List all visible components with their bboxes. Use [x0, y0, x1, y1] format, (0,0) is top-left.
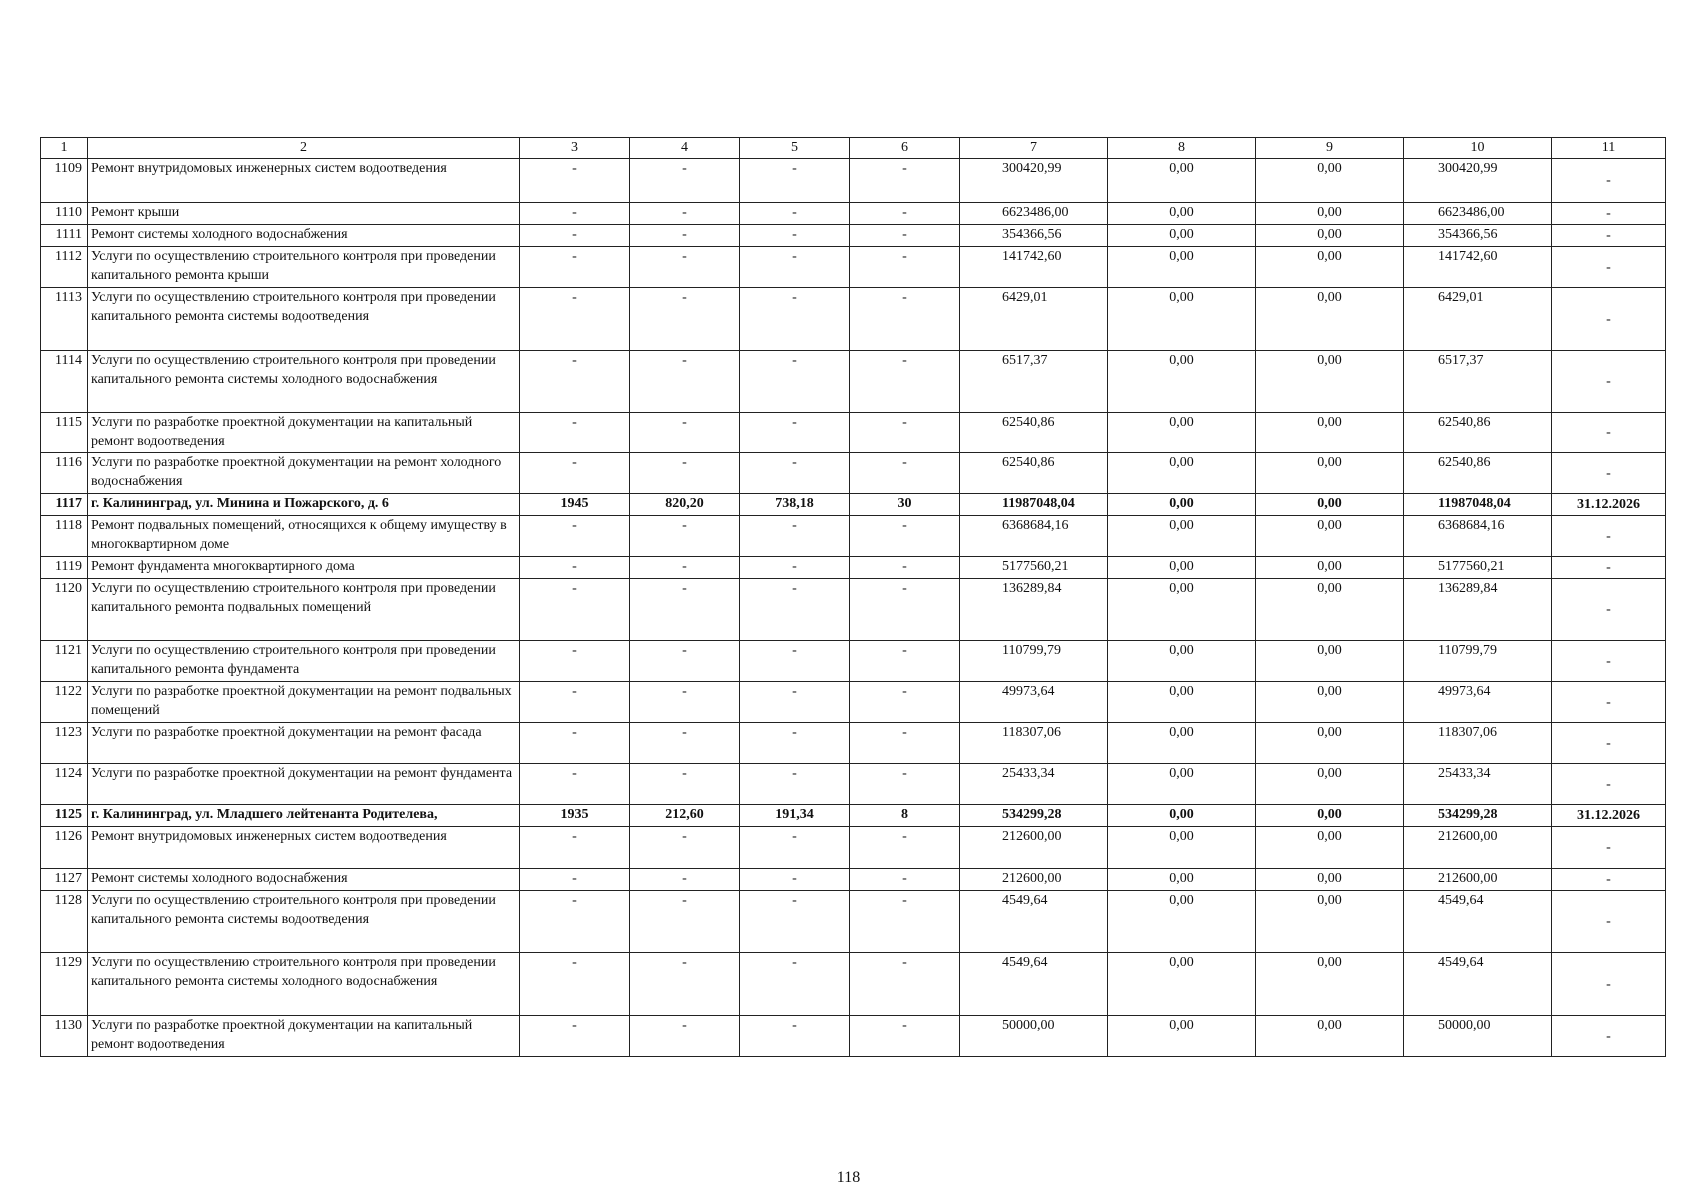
col-6-value: - [850, 764, 960, 805]
col-11-date: - [1552, 869, 1666, 891]
col-5-value: - [740, 453, 850, 494]
col-7-amount: 354366,56 [960, 225, 1108, 247]
col-5-value: 191,34 [740, 805, 850, 827]
table-row [41, 453, 1666, 494]
row-number: 1127 [41, 869, 88, 891]
work-description: Услуги по разработке проектной документации на ремонт холодного водоснабжения [88, 453, 520, 494]
table-row [41, 247, 1666, 288]
col-6-value: - [850, 247, 960, 288]
col-11-date: 31.12.2026 [1552, 805, 1666, 827]
col-7-amount: 6623486,00 [960, 203, 1108, 225]
col-6-value: - [850, 203, 960, 225]
col-5-value: 738,18 [740, 494, 850, 516]
col-10-amount: 136289,84 [1404, 579, 1552, 641]
col-5-value: - [740, 1016, 850, 1057]
col-4-value: - [630, 247, 740, 288]
work-description: Услуги по разработке проектной документации на ремонт подвальных помещений [88, 682, 520, 723]
col-11-date: - [1552, 453, 1666, 494]
col-9-amount: 0,00 [1256, 557, 1404, 579]
col-4-value: - [630, 159, 740, 203]
col-10-amount: 110799,79 [1404, 641, 1552, 682]
col-4-value: 212,60 [630, 805, 740, 827]
col-9-amount: 0,00 [1256, 203, 1404, 225]
col-4-value: - [630, 351, 740, 413]
table-row [41, 827, 1666, 869]
row-number: 1116 [41, 453, 88, 494]
col-8-amount: 0,00 [1108, 641, 1256, 682]
table-row [41, 869, 1666, 891]
col-5-value: - [740, 413, 850, 453]
col-10-amount: 6623486,00 [1404, 203, 1552, 225]
table-row [41, 516, 1666, 557]
col-5-value: - [740, 641, 850, 682]
col-6-value: - [850, 1016, 960, 1057]
col-9-amount: 0,00 [1256, 953, 1404, 1016]
col-10-amount: 6429,01 [1404, 288, 1552, 351]
col-4-value: - [630, 1016, 740, 1057]
col-6-value: - [850, 288, 960, 351]
col-9-amount: 0,00 [1256, 288, 1404, 351]
col-9-amount: 0,00 [1256, 641, 1404, 682]
col-5-value: - [740, 247, 850, 288]
col-3-value: - [520, 413, 630, 453]
row-number: 1126 [41, 827, 88, 869]
col-10-amount: 25433,34 [1404, 764, 1552, 805]
row-number: 1110 [41, 203, 88, 225]
col-7-amount: 118307,06 [960, 723, 1108, 764]
col-11-date: - [1552, 159, 1666, 203]
column-number: 6 [850, 138, 960, 159]
table-row [41, 891, 1666, 953]
col-6-value: - [850, 579, 960, 641]
col-10-amount: 62540,86 [1404, 453, 1552, 494]
col-7-amount: 50000,00 [960, 1016, 1108, 1057]
work-description: Услуги по осуществлению строительного контроля при проведении капитального ремонта фундамента [88, 641, 520, 682]
row-number: 1120 [41, 579, 88, 641]
col-7-amount: 25433,34 [960, 764, 1108, 805]
col-10-amount: 49973,64 [1404, 682, 1552, 723]
col-7-amount: 62540,86 [960, 453, 1108, 494]
col-4-value: - [630, 203, 740, 225]
col-4-value: - [630, 827, 740, 869]
row-number: 1128 [41, 891, 88, 953]
col-6-value: - [850, 225, 960, 247]
col-9-amount: 0,00 [1256, 891, 1404, 953]
work-description: Услуги по осуществлению строительного контроля при проведении капитального ремонта подвальных помещений [88, 579, 520, 641]
table-row [41, 203, 1666, 225]
col-5-value: - [740, 203, 850, 225]
col-9-amount: 0,00 [1256, 805, 1404, 827]
table-row [41, 682, 1666, 723]
col-3-value: 1935 [520, 805, 630, 827]
col-9-amount: 0,00 [1256, 494, 1404, 516]
row-number: 1122 [41, 682, 88, 723]
col-6-value: - [850, 869, 960, 891]
col-6-value: 8 [850, 805, 960, 827]
col-3-value: - [520, 682, 630, 723]
col-11-date: - [1552, 557, 1666, 579]
col-3-value: - [520, 453, 630, 494]
col-10-amount: 6368684,16 [1404, 516, 1552, 557]
col-3-value: - [520, 1016, 630, 1057]
work-description: Ремонт системы холодного водоснабжения [88, 869, 520, 891]
col-3-value: - [520, 557, 630, 579]
work-description: Услуги по осуществлению строительного контроля при проведении капитального ремонта системы водоотведения [88, 288, 520, 351]
col-7-amount: 5177560,21 [960, 557, 1108, 579]
col-9-amount: 0,00 [1256, 453, 1404, 494]
col-3-value: - [520, 827, 630, 869]
col-5-value: - [740, 557, 850, 579]
col-11-date: - [1552, 225, 1666, 247]
work-description: Услуги по разработке проектной документации на ремонт фундамента [88, 764, 520, 805]
col-5-value: - [740, 579, 850, 641]
table-row [41, 764, 1666, 805]
column-number: 1 [41, 138, 88, 159]
work-description: Ремонт внутридомовых инженерных систем водоотведения [88, 827, 520, 869]
col-3-value: - [520, 247, 630, 288]
col-10-amount: 300420,99 [1404, 159, 1552, 203]
table-row [41, 159, 1666, 203]
col-10-amount: 5177560,21 [1404, 557, 1552, 579]
col-6-value: - [850, 557, 960, 579]
col-8-amount: 0,00 [1108, 225, 1256, 247]
col-7-amount: 136289,84 [960, 579, 1108, 641]
col-7-amount: 212600,00 [960, 827, 1108, 869]
table-row [41, 723, 1666, 764]
col-8-amount: 0,00 [1108, 453, 1256, 494]
table-row [41, 953, 1666, 1016]
row-number: 1130 [41, 1016, 88, 1057]
col-3-value: - [520, 351, 630, 413]
col-10-amount: 11987048,04 [1404, 494, 1552, 516]
column-number: 11 [1552, 138, 1666, 159]
col-6-value: - [850, 682, 960, 723]
col-9-amount: 0,00 [1256, 1016, 1404, 1057]
col-3-value: 1945 [520, 494, 630, 516]
col-4-value: - [630, 869, 740, 891]
col-5-value: - [740, 288, 850, 351]
column-number-row [41, 138, 1666, 159]
col-10-amount: 212600,00 [1404, 827, 1552, 869]
table-body [41, 159, 1666, 1057]
col-6-value: 30 [850, 494, 960, 516]
col-11-date: - [1552, 1016, 1666, 1057]
col-3-value: - [520, 288, 630, 351]
row-number: 1115 [41, 413, 88, 453]
column-number: 3 [520, 138, 630, 159]
column-number: 9 [1256, 138, 1404, 159]
col-7-amount: 534299,28 [960, 805, 1108, 827]
row-number: 1121 [41, 641, 88, 682]
col-8-amount: 0,00 [1108, 891, 1256, 953]
col-3-value: - [520, 891, 630, 953]
col-8-amount: 0,00 [1108, 203, 1256, 225]
table-row [41, 557, 1666, 579]
col-8-amount: 0,00 [1108, 827, 1256, 869]
col-3-value: - [520, 225, 630, 247]
col-3-value: - [520, 159, 630, 203]
col-10-amount: 212600,00 [1404, 869, 1552, 891]
col-3-value: - [520, 764, 630, 805]
work-description: г. Калининград, ул. Младшего лейтенанта Родителева, [88, 805, 520, 827]
col-4-value: - [630, 288, 740, 351]
row-number: 1114 [41, 351, 88, 413]
col-11-date: - [1552, 351, 1666, 413]
work-description: Услуги по осуществлению строительного контроля при проведении капитального ремонта системы водоотведения [88, 891, 520, 953]
col-11-date: - [1552, 891, 1666, 953]
row-number: 1124 [41, 764, 88, 805]
col-8-amount: 0,00 [1108, 723, 1256, 764]
col-6-value: - [850, 159, 960, 203]
work-description: Услуги по разработке проектной документации на капитальный ремонт водоотведения [88, 1016, 520, 1057]
col-7-amount: 11987048,04 [960, 494, 1108, 516]
row-number: 1118 [41, 516, 88, 557]
row-number: 1109 [41, 159, 88, 203]
col-11-date: - [1552, 953, 1666, 1016]
column-number: 8 [1108, 138, 1256, 159]
col-9-amount: 0,00 [1256, 869, 1404, 891]
col-3-value: - [520, 723, 630, 764]
col-7-amount: 6517,37 [960, 351, 1108, 413]
col-9-amount: 0,00 [1256, 723, 1404, 764]
col-8-amount: 0,00 [1108, 764, 1256, 805]
col-6-value: - [850, 351, 960, 413]
row-number: 1119 [41, 557, 88, 579]
col-8-amount: 0,00 [1108, 413, 1256, 453]
col-11-date: - [1552, 516, 1666, 557]
col-8-amount: 0,00 [1108, 247, 1256, 288]
col-9-amount: 0,00 [1256, 413, 1404, 453]
col-8-amount: 0,00 [1108, 557, 1256, 579]
col-8-amount: 0,00 [1108, 516, 1256, 557]
row-number: 1112 [41, 247, 88, 288]
col-5-value: - [740, 723, 850, 764]
col-9-amount: 0,00 [1256, 682, 1404, 723]
col-9-amount: 0,00 [1256, 351, 1404, 413]
col-6-value: - [850, 891, 960, 953]
col-6-value: - [850, 641, 960, 682]
col-10-amount: 62540,86 [1404, 413, 1552, 453]
col-3-value: - [520, 869, 630, 891]
col-11-date: - [1552, 203, 1666, 225]
col-3-value: - [520, 579, 630, 641]
col-4-value: - [630, 579, 740, 641]
table-row [41, 579, 1666, 641]
col-4-value: - [630, 764, 740, 805]
col-7-amount: 62540,86 [960, 413, 1108, 453]
work-description: Услуги по осуществлению строительного контроля при проведении капитального ремонта системы холодного водоснабжения [88, 351, 520, 413]
col-5-value: - [740, 225, 850, 247]
col-9-amount: 0,00 [1256, 247, 1404, 288]
col-5-value: - [740, 516, 850, 557]
col-11-date: - [1552, 682, 1666, 723]
col-7-amount: 4549,64 [960, 891, 1108, 953]
work-description: Услуги по разработке проектной документации на ремонт фасада [88, 723, 520, 764]
table-row [41, 288, 1666, 351]
col-9-amount: 0,00 [1256, 159, 1404, 203]
col-3-value: - [520, 516, 630, 557]
col-7-amount: 6368684,16 [960, 516, 1108, 557]
col-11-date: - [1552, 579, 1666, 641]
col-4-value: - [630, 953, 740, 1016]
col-4-value: - [630, 225, 740, 247]
col-5-value: - [740, 827, 850, 869]
col-9-amount: 0,00 [1256, 579, 1404, 641]
col-4-value: - [630, 413, 740, 453]
col-8-amount: 0,00 [1108, 351, 1256, 413]
col-7-amount: 49973,64 [960, 682, 1108, 723]
col-7-amount: 4549,64 [960, 953, 1108, 1016]
col-6-value: - [850, 827, 960, 869]
col-3-value: - [520, 203, 630, 225]
col-4-value: - [630, 723, 740, 764]
col-5-value: - [740, 891, 850, 953]
col-9-amount: 0,00 [1256, 827, 1404, 869]
col-10-amount: 354366,56 [1404, 225, 1552, 247]
col-4-value: - [630, 453, 740, 494]
table-row [41, 641, 1666, 682]
col-11-date: - [1552, 288, 1666, 351]
col-10-amount: 4549,64 [1404, 953, 1552, 1016]
work-description: Услуги по осуществлению строительного контроля при проведении капитального ремонта крыши [88, 247, 520, 288]
col-8-amount: 0,00 [1108, 494, 1256, 516]
col-6-value: - [850, 723, 960, 764]
work-description: Ремонт системы холодного водоснабжения [88, 225, 520, 247]
col-11-date: 31.12.2026 [1552, 494, 1666, 516]
column-number: 4 [630, 138, 740, 159]
col-6-value: - [850, 413, 960, 453]
col-8-amount: 0,00 [1108, 682, 1256, 723]
document-sheet [40, 137, 1665, 1057]
col-11-date: - [1552, 764, 1666, 805]
col-8-amount: 0,00 [1108, 288, 1256, 351]
work-description: Ремонт внутридомовых инженерных систем водоотведения [88, 159, 520, 203]
work-description: Услуги по разработке проектной документации на капитальный ремонт водоотведения [88, 413, 520, 453]
row-number: 1111 [41, 225, 88, 247]
col-10-amount: 141742,60 [1404, 247, 1552, 288]
table-row [41, 805, 1666, 827]
col-10-amount: 534299,28 [1404, 805, 1552, 827]
col-7-amount: 110799,79 [960, 641, 1108, 682]
col-5-value: - [740, 764, 850, 805]
work-description: Ремонт крыши [88, 203, 520, 225]
col-5-value: - [740, 869, 850, 891]
col-4-value: - [630, 682, 740, 723]
col-11-date: - [1552, 723, 1666, 764]
col-10-amount: 6517,37 [1404, 351, 1552, 413]
col-8-amount: 0,00 [1108, 953, 1256, 1016]
col-7-amount: 141742,60 [960, 247, 1108, 288]
col-9-amount: 0,00 [1256, 225, 1404, 247]
row-number: 1125 [41, 805, 88, 827]
col-6-value: - [850, 453, 960, 494]
col-6-value: - [850, 953, 960, 1016]
col-11-date: - [1552, 247, 1666, 288]
col-4-value: - [630, 641, 740, 682]
column-number: 5 [740, 138, 850, 159]
col-3-value: - [520, 641, 630, 682]
table-row [41, 351, 1666, 413]
col-10-amount: 50000,00 [1404, 1016, 1552, 1057]
col-6-value: - [850, 516, 960, 557]
row-number: 1113 [41, 288, 88, 351]
col-11-date: - [1552, 413, 1666, 453]
column-number: 10 [1404, 138, 1552, 159]
col-8-amount: 0,00 [1108, 1016, 1256, 1057]
col-5-value: - [740, 159, 850, 203]
row-number: 1117 [41, 494, 88, 516]
row-number: 1129 [41, 953, 88, 1016]
work-description: Ремонт фундамента многоквартирного дома [88, 557, 520, 579]
col-7-amount: 212600,00 [960, 869, 1108, 891]
repair-schedule-table [40, 137, 1666, 1057]
col-3-value: - [520, 953, 630, 1016]
col-9-amount: 0,00 [1256, 764, 1404, 805]
table-row [41, 225, 1666, 247]
column-number: 7 [960, 138, 1108, 159]
col-4-value: - [630, 557, 740, 579]
col-7-amount: 6429,01 [960, 288, 1108, 351]
col-8-amount: 0,00 [1108, 805, 1256, 827]
col-5-value: - [740, 351, 850, 413]
col-8-amount: 0,00 [1108, 869, 1256, 891]
table-row [41, 1016, 1666, 1057]
col-10-amount: 118307,06 [1404, 723, 1552, 764]
col-4-value: - [630, 516, 740, 557]
col-7-amount: 300420,99 [960, 159, 1108, 203]
work-description: Ремонт подвальных помещений, относящихся к общему имуществу в многоквартирном доме [88, 516, 520, 557]
col-5-value: - [740, 953, 850, 1016]
col-9-amount: 0,00 [1256, 516, 1404, 557]
table-row [41, 413, 1666, 453]
col-8-amount: 0,00 [1108, 159, 1256, 203]
table-row [41, 494, 1666, 516]
col-5-value: - [740, 682, 850, 723]
page-number: 118 [836, 1169, 861, 1186]
col-8-amount: 0,00 [1108, 579, 1256, 641]
col-10-amount: 4549,64 [1404, 891, 1552, 953]
col-4-value: - [630, 891, 740, 953]
col-11-date: - [1552, 827, 1666, 869]
col-11-date: - [1552, 641, 1666, 682]
row-number: 1123 [41, 723, 88, 764]
work-description: г. Калининград, ул. Минина и Пожарского, д. 6 [88, 494, 520, 516]
col-4-value: 820,20 [630, 494, 740, 516]
work-description: Услуги по осуществлению строительного контроля при проведении капитального ремонта системы холодного водоснабжения [88, 953, 520, 1016]
column-number: 2 [88, 138, 520, 159]
